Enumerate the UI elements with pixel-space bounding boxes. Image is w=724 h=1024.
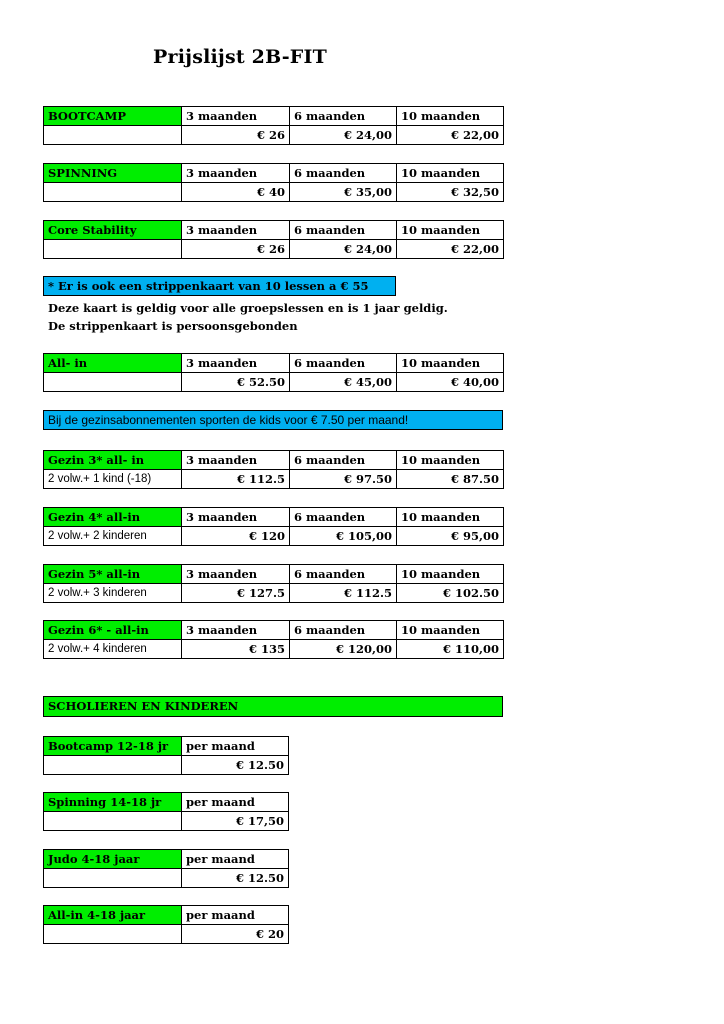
period-header: 10 maanden bbox=[397, 565, 504, 584]
price-cell: € 26 bbox=[182, 126, 290, 145]
program-label: Gezin 3* all- in bbox=[44, 451, 182, 470]
period-header: 6 maanden bbox=[290, 164, 397, 183]
period-header: 3 maanden bbox=[182, 451, 290, 470]
price-cell: € 110,00 bbox=[397, 640, 504, 659]
price-cell: € 127.5 bbox=[182, 584, 290, 603]
price-cell: € 40,00 bbox=[397, 373, 504, 392]
section-header-students-kids: SCHOLIEREN EN KINDEREN bbox=[43, 696, 503, 717]
price-cell: € 26 bbox=[182, 240, 290, 259]
price-table-bootcamp bbox=[43, 106, 504, 145]
period-header: 3 maanden bbox=[182, 508, 290, 527]
period-header: per maand bbox=[182, 850, 289, 869]
period-header: 6 maanden bbox=[290, 621, 397, 640]
period-header: 10 maanden bbox=[397, 164, 504, 183]
program-sublabel: 2 volw.+ 2 kinderen bbox=[44, 527, 182, 546]
price-cell: € 95,00 bbox=[397, 527, 504, 546]
family-subscription-note: Bij de gezinsabonnementen sporten de kids voor € 7.50 per maand! bbox=[43, 410, 503, 430]
price-table-all-in bbox=[43, 353, 504, 392]
program-sublabel: 2 volw.+ 1 kind (-18) bbox=[44, 470, 182, 489]
empty-cell bbox=[44, 869, 182, 888]
strippenkaart-validity-note: Deze kaart is geldig voor alle groepslessen en is 1 jaar geldig. bbox=[48, 301, 448, 315]
price-cell: € 20 bbox=[182, 925, 289, 944]
program-label: BOOTCAMP bbox=[44, 107, 182, 126]
price-cell: € 120 bbox=[182, 527, 290, 546]
period-header: 6 maanden bbox=[290, 107, 397, 126]
price-table-gezin-5 bbox=[43, 564, 504, 603]
price-cell: € 24,00 bbox=[290, 240, 397, 259]
price-cell: € 52.50 bbox=[182, 373, 290, 392]
price-table-gezin-4 bbox=[43, 507, 504, 546]
program-label: Judo 4-18 jaar bbox=[44, 850, 182, 869]
price-cell: € 17,50 bbox=[182, 812, 289, 831]
program-label: All-in 4-18 jaar bbox=[44, 906, 182, 925]
price-cell: € 45,00 bbox=[290, 373, 397, 392]
period-header: 3 maanden bbox=[182, 354, 290, 373]
program-sublabel bbox=[44, 183, 182, 202]
price-cell: € 35,00 bbox=[290, 183, 397, 202]
period-header: 6 maanden bbox=[290, 508, 397, 527]
period-header: 10 maanden bbox=[397, 508, 504, 527]
period-header: 3 maanden bbox=[182, 107, 290, 126]
program-label: Gezin 4* all-in bbox=[44, 508, 182, 527]
program-sublabel bbox=[44, 373, 182, 392]
price-cell: € 97.50 bbox=[290, 470, 397, 489]
empty-cell bbox=[44, 756, 182, 775]
price-table-kids-spinning bbox=[43, 792, 289, 831]
program-sublabel bbox=[44, 240, 182, 259]
program-sublabel bbox=[44, 126, 182, 145]
strippenkaart-personal-note: De strippenkaart is persoonsgebonden bbox=[48, 319, 298, 333]
program-sublabel: 2 volw.+ 4 kinderen bbox=[44, 640, 182, 659]
period-header: 10 maanden bbox=[397, 621, 504, 640]
strippenkaart-highlight: * Er is ook een strippenkaart van 10 lessen a € 55 bbox=[43, 276, 396, 296]
price-cell: € 12.50 bbox=[182, 869, 289, 888]
price-cell: € 135 bbox=[182, 640, 290, 659]
period-header: 6 maanden bbox=[290, 565, 397, 584]
price-table-gezin-3 bbox=[43, 450, 504, 489]
empty-cell bbox=[44, 812, 182, 831]
price-table-core-stability bbox=[43, 220, 504, 259]
period-header: per maand bbox=[182, 906, 289, 925]
price-cell: € 120,00 bbox=[290, 640, 397, 659]
price-cell: € 22,00 bbox=[397, 126, 504, 145]
period-header: 3 maanden bbox=[182, 565, 290, 584]
period-header: 10 maanden bbox=[397, 107, 504, 126]
price-table-gezin-6 bbox=[43, 620, 504, 659]
price-table-spinning bbox=[43, 163, 504, 202]
price-cell: € 22,00 bbox=[397, 240, 504, 259]
period-header: 10 maanden bbox=[397, 221, 504, 240]
page-title: Prijslijst 2B-FIT bbox=[153, 46, 327, 68]
period-header: 10 maanden bbox=[397, 451, 504, 470]
price-cell: € 12.50 bbox=[182, 756, 289, 775]
price-cell: € 112.5 bbox=[290, 584, 397, 603]
program-label: Bootcamp 12-18 jr bbox=[44, 737, 182, 756]
program-label: Gezin 5* all-in bbox=[44, 565, 182, 584]
price-table-kids-judo bbox=[43, 849, 289, 888]
price-cell: € 24,00 bbox=[290, 126, 397, 145]
period-header: 3 maanden bbox=[182, 164, 290, 183]
period-header: 6 maanden bbox=[290, 221, 397, 240]
price-table-kids-all-in bbox=[43, 905, 289, 944]
period-header: per maand bbox=[182, 737, 289, 756]
price-cell: € 112.5 bbox=[182, 470, 290, 489]
price-cell: € 32,50 bbox=[397, 183, 504, 202]
program-sublabel: 2 volw.+ 3 kinderen bbox=[44, 584, 182, 603]
program-label: All- in bbox=[44, 354, 182, 373]
price-cell: € 40 bbox=[182, 183, 290, 202]
period-header: 6 maanden bbox=[290, 354, 397, 373]
program-label: Core Stability bbox=[44, 221, 182, 240]
price-cell: € 105,00 bbox=[290, 527, 397, 546]
price-table-kids-bootcamp bbox=[43, 736, 289, 775]
program-label: Spinning 14-18 jr bbox=[44, 793, 182, 812]
period-header: 3 maanden bbox=[182, 221, 290, 240]
program-label: Gezin 6* - all-in bbox=[44, 621, 182, 640]
price-cell: € 87.50 bbox=[397, 470, 504, 489]
period-header: 3 maanden bbox=[182, 621, 290, 640]
program-label: SPINNING bbox=[44, 164, 182, 183]
empty-cell bbox=[44, 925, 182, 944]
period-header: per maand bbox=[182, 793, 289, 812]
period-header: 6 maanden bbox=[290, 451, 397, 470]
period-header: 10 maanden bbox=[397, 354, 504, 373]
price-cell: € 102.50 bbox=[397, 584, 504, 603]
